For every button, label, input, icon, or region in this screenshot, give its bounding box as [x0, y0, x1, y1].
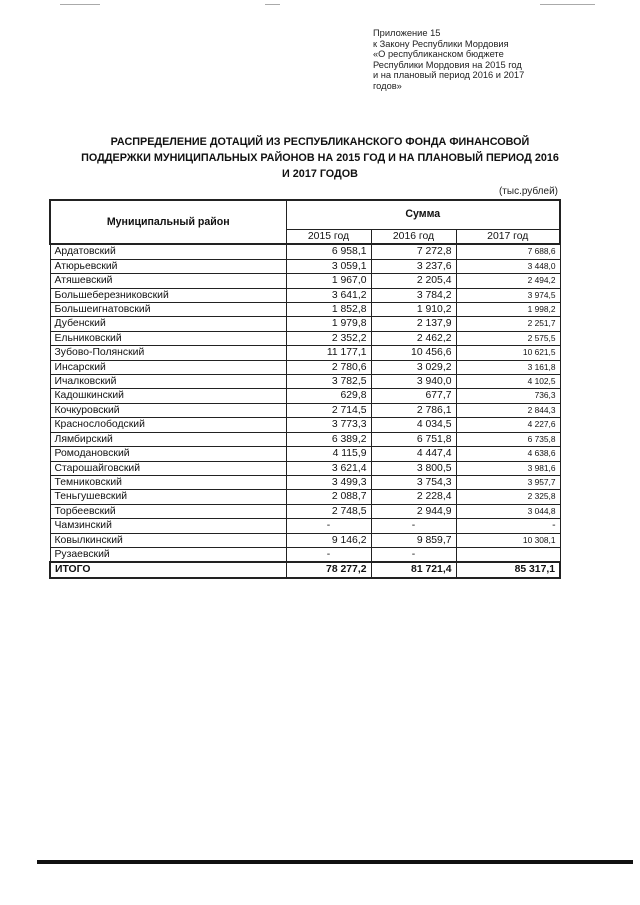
total-2016: 81 721,4	[371, 562, 456, 577]
bottom-scan-line	[37, 860, 633, 864]
table-row	[50, 533, 560, 547]
value-2016: 2 462,2	[371, 331, 456, 345]
district-name: Большеигнатовский	[50, 303, 286, 317]
top-scan-line	[265, 4, 280, 5]
table-row	[50, 547, 560, 562]
total-row	[50, 562, 560, 577]
annex-note	[373, 28, 563, 92]
table-row	[50, 303, 560, 317]
annex-line: и на плановый период 2016 и 2017	[373, 70, 525, 81]
value-2015: 2 748,5	[286, 504, 371, 518]
title-line: РАСПРЕДЕЛЕНИЕ ДОТАЦИЙ ИЗ РЕСПУБЛИКАНСКОГО ФОНДА ФИНАНСОВОЙ	[110, 136, 530, 148]
district-name: Ковылкинский	[50, 533, 286, 547]
district-name: Рузаевский	[50, 547, 286, 562]
value-2016: 2 944,9	[371, 504, 456, 518]
table-row	[50, 432, 560, 446]
value-2016: 2 228,4	[371, 490, 456, 504]
top-scan-line	[60, 4, 100, 5]
table-row	[50, 274, 560, 288]
value-2015: 2 714,5	[286, 403, 371, 417]
district-name: Торбеевский	[50, 504, 286, 518]
table-body	[50, 244, 560, 577]
value-2016: 3 784,2	[371, 288, 456, 302]
value-2017: 2 844,3	[456, 403, 560, 417]
annex-line: «О республиканском бюджете	[373, 49, 504, 60]
district-name: Ельниковский	[50, 331, 286, 345]
value-2017: 10 308,1	[456, 533, 560, 547]
value-2015: 3 621,4	[286, 461, 371, 475]
district-name: Инсарский	[50, 360, 286, 374]
table-row	[50, 461, 560, 475]
table-row	[50, 259, 560, 273]
value-2017: 1 998,2	[456, 303, 560, 317]
value-2017: 3 957,7	[456, 475, 560, 489]
value-2015: 6 389,2	[286, 432, 371, 446]
district-name: Зубово-Полянский	[50, 346, 286, 360]
value-2017: 4 638,6	[456, 447, 560, 461]
value-2016: 3 754,3	[371, 475, 456, 489]
value-2015: 1 852,8	[286, 303, 371, 317]
annex-line: Республики Мордовия на 2015 год	[373, 59, 522, 70]
table-row	[50, 375, 560, 389]
total-2017: 85 317,1	[456, 562, 560, 577]
document-title	[40, 134, 600, 182]
header-year-2017: 2017 год	[456, 230, 560, 245]
value-2016: 2 786,1	[371, 403, 456, 417]
annex-line: годов»	[373, 80, 402, 91]
value-2016: 1 910,2	[371, 303, 456, 317]
value-2016: -	[371, 519, 456, 533]
value-2015: 9 146,2	[286, 533, 371, 547]
value-2015: 3 499,3	[286, 475, 371, 489]
district-name: Ромодановский	[50, 447, 286, 461]
top-scan-line	[540, 4, 595, 5]
table-row	[50, 389, 560, 403]
value-2015: 1 967,0	[286, 274, 371, 288]
table-row	[50, 447, 560, 461]
header-sum: Сумма	[286, 200, 560, 230]
table-row	[50, 244, 560, 259]
total-label: ИТОГО	[50, 562, 286, 577]
value-2015: 2 088,7	[286, 490, 371, 504]
header-year-2015: 2015 год	[286, 230, 371, 245]
table-row	[50, 360, 560, 374]
header-district: Муниципальный район	[50, 200, 286, 244]
annex-line: Приложение 15	[373, 28, 441, 38]
district-name: Ичалковский	[50, 375, 286, 389]
district-name: Кадошкинский	[50, 389, 286, 403]
value-2017: 3 161,8	[456, 360, 560, 374]
table-row	[50, 519, 560, 533]
value-2017: 3 044,8	[456, 504, 560, 518]
value-2016: 3 029,2	[371, 360, 456, 374]
value-2016: 9 859,7	[371, 533, 456, 547]
value-2017	[456, 547, 560, 562]
value-2017: 3 448,0	[456, 259, 560, 273]
table-row	[50, 490, 560, 504]
title-line: ПОДДЕРЖКИ МУНИЦИПАЛЬНЫХ РАЙОНОВ НА 2015 ГОД И НА ПЛАНОВЫЙ ПЕРИОД 2016	[81, 152, 559, 164]
district-name: Лямбирский	[50, 432, 286, 446]
total-2015: 78 277,2	[286, 562, 371, 577]
district-name: Ардатовский	[50, 244, 286, 259]
value-2017: 10 621,5	[456, 346, 560, 360]
annex-line: к Закону Республики Мордовия	[373, 38, 509, 49]
value-2016: 2 205,4	[371, 274, 456, 288]
table-row	[50, 288, 560, 302]
value-2015: 3 059,1	[286, 259, 371, 273]
value-2016: 3 800,5	[371, 461, 456, 475]
table-row	[50, 317, 560, 331]
value-2017: 736,3	[456, 389, 560, 403]
table-row	[50, 418, 560, 432]
value-2017: 6 735,8	[456, 432, 560, 446]
value-2015: 629,8	[286, 389, 371, 403]
value-2017: 2 575,5	[456, 331, 560, 345]
district-name: Старошайговский	[50, 461, 286, 475]
table-row	[50, 346, 560, 360]
header-year-2016: 2016 год	[371, 230, 456, 245]
value-2016: 4 447,4	[371, 447, 456, 461]
value-2016: 677,7	[371, 389, 456, 403]
value-2015: 4 115,9	[286, 447, 371, 461]
district-name: Дубенский	[50, 317, 286, 331]
value-2015: 3 782,5	[286, 375, 371, 389]
value-2017: 4 102,5	[456, 375, 560, 389]
district-name: Теньгушевский	[50, 490, 286, 504]
value-2015: -	[286, 547, 371, 562]
value-2015: 11 177,1	[286, 346, 371, 360]
table-row	[50, 475, 560, 489]
value-2016: 2 137,9	[371, 317, 456, 331]
value-2015: 6 958,1	[286, 244, 371, 259]
value-2017: 4 227,6	[456, 418, 560, 432]
value-2017: 2 494,2	[456, 274, 560, 288]
value-2015: 2 352,2	[286, 331, 371, 345]
district-name: Кочкуровский	[50, 403, 286, 417]
subsidy-table	[49, 199, 561, 579]
value-2017: -	[456, 519, 560, 533]
value-2015: 3 641,2	[286, 288, 371, 302]
district-name: Чамзинский	[50, 519, 286, 533]
value-2017: 2 251,7	[456, 317, 560, 331]
value-2016: 6 751,8	[371, 432, 456, 446]
value-2015: 3 773,3	[286, 418, 371, 432]
value-2016: -	[371, 547, 456, 562]
district-name: Темниковский	[50, 475, 286, 489]
district-name: Большеберезниковский	[50, 288, 286, 302]
value-2016: 4 034,5	[371, 418, 456, 432]
value-2015: 1 979,8	[286, 317, 371, 331]
value-2017: 3 974,5	[456, 288, 560, 302]
district-name: Атяшевский	[50, 274, 286, 288]
value-2016: 3 940,0	[371, 375, 456, 389]
value-2016: 7 272,8	[371, 244, 456, 259]
value-2015: 2 780,6	[286, 360, 371, 374]
value-2016: 10 456,6	[371, 346, 456, 360]
value-2015: -	[286, 519, 371, 533]
value-2017: 7 688,6	[456, 244, 560, 259]
district-name: Краснослободский	[50, 418, 286, 432]
district-name: Атюрьевский	[50, 259, 286, 273]
value-2017: 2 325,8	[456, 490, 560, 504]
table-row	[50, 403, 560, 417]
units-label: (тыс.рублей)	[498, 186, 558, 197]
table-row	[50, 331, 560, 345]
value-2016: 3 237,6	[371, 259, 456, 273]
table-row	[50, 504, 560, 518]
title-line: И 2017 ГОДОВ	[282, 168, 358, 180]
value-2017: 3 981,6	[456, 461, 560, 475]
